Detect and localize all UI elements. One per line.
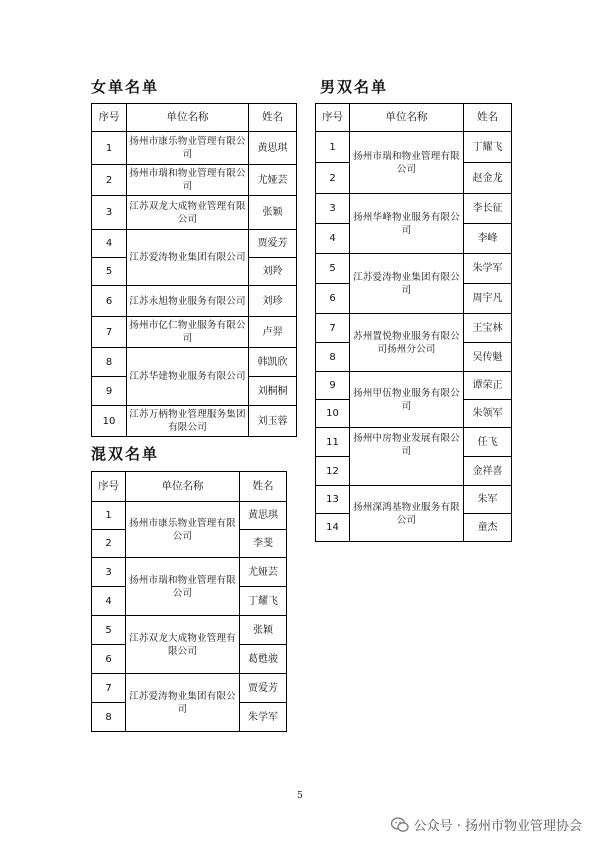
row-number: 4 — [316, 224, 350, 254]
name-cell: 卢羿 — [249, 317, 297, 348]
name-cell: 赵金龙 — [464, 163, 512, 194]
row-number: 5 — [92, 616, 126, 645]
name-cell: 刘桐桐 — [249, 377, 297, 406]
table-row — [316, 254, 512, 284]
row-number: 10 — [316, 400, 350, 428]
header-unit: 单位名称 — [350, 104, 464, 132]
table-row — [316, 194, 512, 224]
name-cell: 黄思琪 — [240, 502, 287, 530]
women-singles-table — [91, 103, 297, 437]
name-cell: 韩凯欣 — [249, 348, 297, 377]
header-unit: 单位名称 — [126, 472, 240, 502]
row-number: 3 — [92, 196, 127, 230]
unit-cell: 扬州市亿仁物业服务有限公司 — [127, 317, 249, 348]
row-number: 5 — [92, 258, 127, 286]
unit-cell: 扬州中房物业发展有限公司 — [350, 428, 464, 486]
unit-cell: 江苏双龙大成物业管理有限公司 — [127, 196, 249, 230]
row-number: 13 — [316, 486, 350, 514]
row-number: 7 — [316, 314, 350, 343]
wechat-icon — [391, 817, 409, 833]
header-seq: 序号 — [316, 104, 350, 132]
row-number: 1 — [92, 132, 127, 165]
name-cell: 吴传魁 — [464, 343, 512, 372]
unit-cell: 苏州置悦物业服务有限公司扬州分公司 — [350, 314, 464, 372]
row-number: 8 — [316, 343, 350, 372]
unit-cell: 扬州市瑞和物业管理有限公司 — [350, 132, 464, 194]
row-number: 1 — [92, 502, 126, 530]
name-cell: 朱学军 — [240, 703, 287, 732]
row-number: 8 — [92, 348, 127, 377]
unit-cell: 江苏万柄物业管理服务集团有限公司 — [127, 406, 249, 437]
unit-cell: 江苏华建物业服务有限公司 — [127, 348, 249, 406]
name-cell: 谭荣正 — [464, 372, 512, 400]
table-row — [316, 486, 512, 514]
unit-cell: 扬州市康乐物业管理有限公司 — [126, 502, 240, 558]
men-doubles-title: 男双名单 — [320, 78, 389, 96]
unit-cell: 江苏双龙大成物业管理有限公司 — [126, 616, 240, 674]
name-cell: 黄思琪 — [249, 132, 297, 165]
table-row — [92, 406, 297, 437]
name-cell: 尤娅芸 — [249, 165, 297, 196]
name-cell: 尤娅芸 — [240, 558, 287, 587]
name-cell: 刘羚 — [249, 258, 297, 286]
header-seq: 序号 — [92, 104, 127, 132]
name-cell: 李峰 — [464, 224, 512, 254]
row-number: 2 — [92, 165, 127, 196]
unit-cell: 江苏永旭物业服务有限公司 — [127, 286, 249, 317]
unit-cell: 扬州甲伍物业服务有限公司 — [350, 372, 464, 428]
name-cell: 张颖 — [240, 616, 287, 645]
name-cell: 丁耀飞 — [464, 132, 512, 163]
women-singles-title: 女单名单 — [91, 78, 160, 96]
name-cell: 朱学军 — [464, 254, 512, 284]
row-number: 12 — [316, 457, 350, 486]
watermark — [391, 815, 582, 834]
table-row — [92, 674, 287, 703]
row-number: 8 — [92, 703, 126, 732]
name-cell: 朱领军 — [464, 400, 512, 428]
watermark-text: 公众号 · 扬州市物业管理协会 — [413, 819, 582, 834]
header-name: 姓名 — [464, 104, 512, 132]
name-cell: 丁耀飞 — [240, 587, 287, 616]
name-cell: 贾爱芳 — [249, 230, 297, 258]
row-number: 7 — [92, 317, 127, 348]
mixed-doubles-table — [91, 471, 287, 732]
name-cell: 童杰 — [464, 514, 512, 542]
name-cell: 葛甦骏 — [240, 645, 287, 674]
row-number: 1 — [316, 132, 350, 163]
table-row — [92, 196, 297, 230]
name-cell: 刘玉蓉 — [249, 406, 297, 437]
name-cell: 金祥喜 — [464, 457, 512, 486]
row-number: 3 — [316, 194, 350, 224]
unit-cell: 江苏爱涛物业集团有限公司 — [127, 230, 249, 286]
table-row — [92, 616, 287, 645]
row-number: 9 — [92, 377, 127, 406]
unit-cell: 扬州华峰物业服务有限公司 — [350, 194, 464, 254]
name-cell: 王宝林 — [464, 314, 512, 343]
row-number: 4 — [92, 587, 126, 616]
page-number: 5 — [297, 791, 303, 801]
table-row — [316, 132, 512, 163]
table-row — [92, 286, 297, 317]
row-number: 11 — [316, 428, 350, 457]
header-seq: 序号 — [92, 472, 126, 502]
table-row — [316, 428, 512, 457]
unit-cell: 扬州市康乐物业管理有限公司 — [127, 132, 249, 165]
table-row — [92, 317, 297, 348]
header-name: 姓名 — [249, 104, 297, 132]
name-cell: 周宇凡 — [464, 284, 512, 314]
row-number: 9 — [316, 372, 350, 400]
name-cell: 贾爱芳 — [240, 674, 287, 703]
unit-cell: 扬州深鸿基物业服务有限公司 — [350, 486, 464, 542]
row-number: 6 — [316, 284, 350, 314]
row-number: 6 — [92, 645, 126, 674]
men-doubles-table — [315, 103, 512, 542]
table-row — [92, 502, 287, 530]
unit-cell: 扬州市瑞和物业管理有限公司 — [126, 558, 240, 616]
row-number: 2 — [92, 530, 126, 558]
row-number: 2 — [316, 163, 350, 194]
row-number: 3 — [92, 558, 126, 587]
table-row — [92, 230, 297, 258]
row-number: 6 — [92, 286, 127, 317]
row-number: 10 — [92, 406, 127, 437]
table-row — [92, 132, 297, 165]
name-cell: 刘珍 — [249, 286, 297, 317]
header-name: 姓名 — [240, 472, 287, 502]
unit-cell: 江苏爱涛物业集团有限公司 — [350, 254, 464, 314]
name-cell: 张颖 — [249, 196, 297, 230]
name-cell: 朱军 — [464, 486, 512, 514]
table-row — [92, 558, 287, 587]
table-row — [316, 372, 512, 400]
row-number: 5 — [316, 254, 350, 284]
unit-cell: 江苏爱涛物业集团有限公司 — [126, 674, 240, 732]
header-unit: 单位名称 — [127, 104, 249, 132]
name-cell: 任飞 — [464, 428, 512, 457]
unit-cell: 扬州市瑞和物业管理有限公司 — [127, 165, 249, 196]
row-number: 14 — [316, 514, 350, 542]
row-number: 4 — [92, 230, 127, 258]
table-row — [92, 348, 297, 377]
mixed-doubles-title: 混双名单 — [91, 445, 160, 463]
name-cell: 李长征 — [464, 194, 512, 224]
name-cell: 李斐 — [240, 530, 287, 558]
table-row — [316, 314, 512, 343]
table-row — [92, 165, 297, 196]
row-number: 7 — [92, 674, 126, 703]
